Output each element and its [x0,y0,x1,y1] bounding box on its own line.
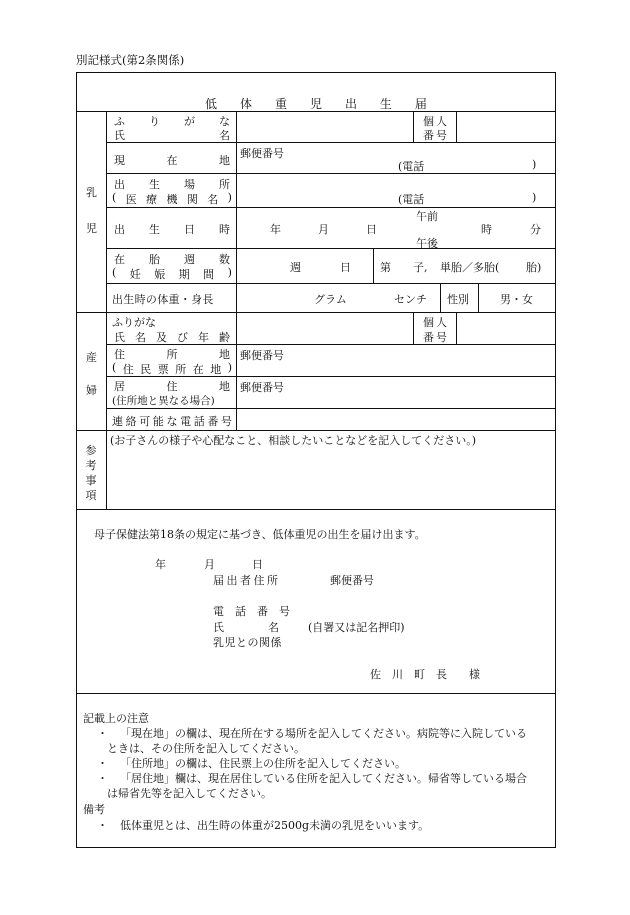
month-label: 月 [318,223,329,236]
week-label: 週 [290,261,301,274]
birth-weight-height-label: 出生時の体重・身長 [112,293,214,306]
instruction-item: 「住所地」の欄は、住民票上の住所を記入してください。 [120,757,406,770]
centimeter-label: センチ [394,293,427,306]
col-line [456,312,457,344]
mother-personal-number-label: 個 人 [423,316,447,329]
form-title: 低 体 重 児 出 生 届 [205,97,427,111]
birth-datetime-label: 出 生 日 時 [114,223,230,236]
day-label: 日 [366,223,377,236]
mother-name-age-label: 氏 名 及 び 年 齢 [114,331,230,344]
mother-section-label-1: 産 [86,351,97,364]
relation-label: 乳児との関係 [213,636,282,649]
birthplace-label: 出 生 場 所 [114,178,230,191]
declaration-text: 母子保健法第18条の規定に基づき、低体重児の出生を届け出ます。 [94,528,426,541]
phone-close: ) [532,191,537,204]
section-divider [76,693,556,694]
notes-hint: (お子さんの様子や心配なこと、相談したいことなどを記入してください。) [110,434,477,447]
instruction-item: 「現在地」の欄は、現在所在する場所を記入してください。病院等に入院している [120,727,527,740]
notifier-phone-label: 電 話 番 号 [213,605,290,618]
mother-personal-number-label-2: 番 号 [423,331,447,344]
field-label-column-line [236,111,237,430]
birth-type-label: 単胎／多胎( [440,261,500,274]
col-line [478,283,479,312]
recipient-label: 佐 川 町 長 様 [370,668,480,681]
mother-residence-label: 居 住 地 [114,380,230,393]
mother-residence-sub-label: (住所地と異なる場合) [112,395,215,407]
gestation-weeks-label: 在 胎 週 数 [114,253,230,266]
row-divider [106,173,556,174]
phone-close: ) [532,158,537,171]
mother-resident-registry-label: ( 住 民 票 所 在 地 ) [112,361,232,376]
phone-label: (電話 [398,193,425,206]
mother-postal-code-label: 郵便番号 [240,349,284,362]
table-top-line [76,111,556,112]
section-label-column-line [106,111,107,509]
bullet: ・ [97,772,108,785]
mother-furigana-label: ふりがな [112,316,156,329]
gestation-period-label: ( 妊 娠 期 間 ) [112,266,232,281]
notifier-address-label: 届出者住所 [213,574,281,587]
col-line [413,111,414,142]
col-line [440,283,441,312]
minute-label: 分 [530,223,541,236]
notifier-postal-label: 郵便番号 [330,574,374,587]
notes-section-label: 参 考 事 項 [85,444,97,502]
child-order-label: 第 子, [380,261,428,274]
pm-label: 午後 [416,237,438,250]
col-line [373,248,374,283]
mother-residence-postal-label: 郵便番号 [240,381,284,394]
sex-options: 男・女 [500,293,533,306]
col-line [456,111,457,142]
gram-label: グラム [314,293,347,306]
remark-item: 低体重児とは、出生時の体重が2500g未満の乳児をいいます。 [120,819,430,832]
instruction-item: は帰省先等を記入してください。 [107,787,272,800]
declaration-month: 月 [204,558,215,571]
bullet: ・ [97,727,108,740]
form-reference: 別記様式(第2条関係) [76,53,185,67]
bullet: ・ [97,757,108,770]
mother-section-label-2: 婦 [86,384,97,397]
instruction-item: ときは、その住所を記入してください。 [107,742,305,755]
am-label: 午前 [416,210,438,223]
phone-label: (電話 [398,160,425,173]
personal-number-label-2: 番 号 [423,129,447,142]
signature-note: (自署又は記名押印) [308,621,405,634]
sex-label: 性別 [447,293,469,306]
remarks-heading: 備考 [83,803,105,816]
infant-section-label-2: 児 [86,222,97,235]
bullet: ・ [97,819,108,832]
declaration-day: 日 [252,558,263,571]
birth-type-end: 胎) [526,261,542,274]
col-line [413,312,414,344]
row-divider [106,207,556,208]
personal-number-label: 個 人 [423,115,447,128]
infant-section-label-1: 乳 [86,186,97,199]
postal-code-label: 郵便番号 [240,147,284,160]
section-divider [76,312,556,313]
current-location-label: 現 在 地 [114,154,230,167]
mother-address-label: 住 所 地 [114,348,230,361]
instructions-heading: 記載上の注意 [83,712,149,725]
row-divider [106,283,556,284]
notifier-name-label: 氏 名 [213,621,279,634]
gestation-day-label: 日 [340,261,351,274]
instruction-item: 「居住地」欄は、現在居住している住所を記入してください。帰省等している場合 [120,772,527,785]
section-divider [76,430,556,431]
year-label: 年 [270,223,281,236]
medical-institution-label: ( 医 療 機 関 名 ) [112,191,232,206]
hour-label: 時 [481,223,492,236]
section-divider [76,509,556,510]
name-label: 氏 名 [114,129,230,142]
mother-phone-label: 連 絡 可 能 な 電 話 番 号 [112,415,232,428]
furigana-label: ふ り が な [114,115,230,128]
row-divider [106,408,556,409]
declaration-year: 年 [155,558,166,571]
row-divider [106,248,556,249]
